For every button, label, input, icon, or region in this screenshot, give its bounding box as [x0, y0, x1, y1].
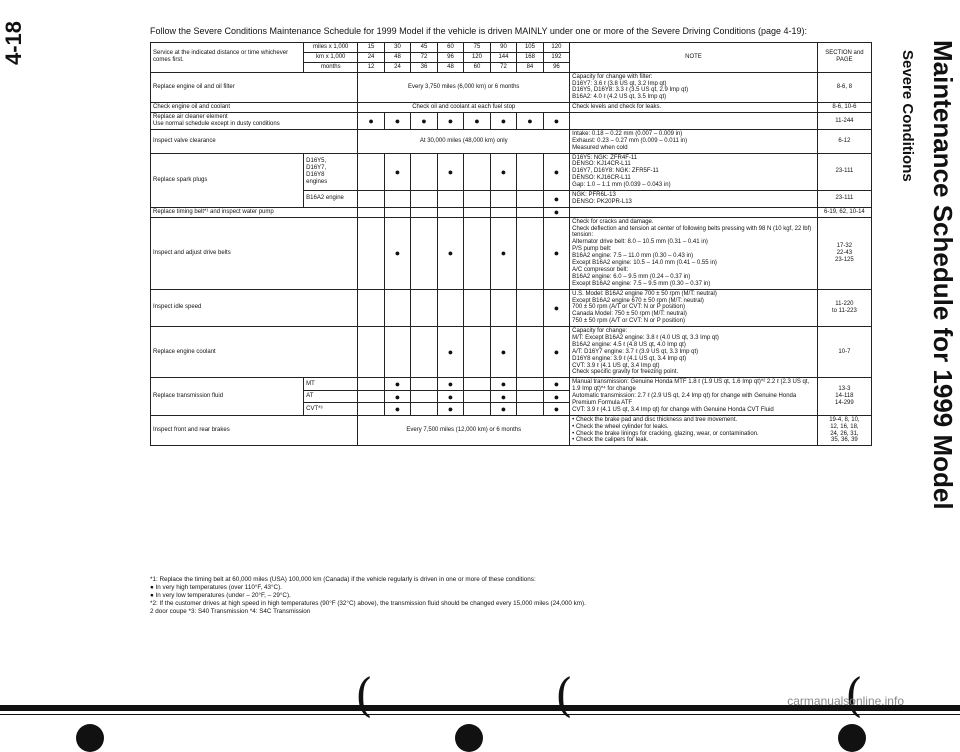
section-cell: 11-244	[817, 113, 871, 130]
miles-cell: 90	[490, 43, 516, 53]
section-cell: 23-111	[817, 153, 871, 190]
interval-mark	[490, 207, 516, 217]
table-row	[151, 378, 872, 390]
note-cell: Check levels and check for leaks.	[570, 103, 818, 113]
interval-mark	[464, 153, 490, 190]
footnotes: *1: Replace the timing belt at 60,000 miles (USA) 100,000 km (Canada) if the vehicle regularly is driven in one or more of these conditions: ● In very high temperatures (over 110°F, 43°C). ● In very low temperatures (under – 20°F, – 29°C). *2: If the customer drives at high speed in high temperatures (90°F (32°C) above), the transmission fluid should be changed every 15,000 miles (24,000 km). 2 door coupe *3: S40 Transmission *4: S4C Transmission	[150, 576, 586, 616]
interval-span-cell: Every 3,750 miles (6,000 km) or 6 months	[358, 72, 570, 103]
service-sub-cell: B16A2 engine	[304, 191, 358, 208]
table-row	[151, 415, 872, 446]
interval-mark: ●	[384, 378, 410, 390]
interval-mark: ●	[384, 113, 410, 130]
section-header: SECTION and PAGE	[817, 43, 871, 73]
service-sub-cell: D16Y5, D16Y7, D16Y8 engines	[304, 153, 358, 190]
interval-mark	[411, 207, 437, 217]
service-cell: Replace air cleaner element Use normal schedule except in dusty conditions	[151, 113, 358, 130]
interval-mark: ●	[490, 153, 516, 190]
section-cell: 10-7	[817, 327, 871, 378]
interval-mark: ●	[437, 217, 463, 289]
note-header: NOTE	[570, 43, 818, 73]
interval-mark: ●	[490, 403, 516, 415]
interval-mark	[358, 217, 384, 289]
interval-mark	[517, 327, 543, 378]
miles-cell: 15	[358, 43, 384, 53]
months-cell: 96	[543, 62, 569, 72]
months-cell: 48	[437, 62, 463, 72]
interval-mark	[358, 207, 384, 217]
km-cell: 144	[490, 52, 516, 62]
page-subtitle: Severe Conditions	[899, 50, 916, 182]
interval-mark	[464, 207, 490, 217]
interval-mark	[517, 191, 543, 208]
km-cell: 120	[464, 52, 490, 62]
months-cell: 24	[384, 62, 410, 72]
km-cell: 96	[437, 52, 463, 62]
page-title: Maintenance Schedule for 1999 Model	[928, 40, 958, 510]
note-cell: • Check the brake pad and disc thickness and tree movement. • Check the wheel cylinder for leaks. • Check the brake linings for cracking, glazing, wear, or contamination. • Check the calipers for leak.	[570, 415, 818, 446]
binding-hole	[455, 724, 483, 752]
miles-label: miles x 1,000	[304, 43, 358, 53]
interval-mark	[358, 390, 384, 402]
interval-mark: ●	[490, 217, 516, 289]
binding-mark: (	[555, 668, 573, 722]
binding-hole	[838, 724, 866, 752]
interval-mark	[411, 191, 437, 208]
interval-mark: ●	[543, 289, 569, 326]
interval-mark: ●	[543, 390, 569, 402]
service-cell: Inspect idle speed	[151, 289, 358, 326]
interval-mark	[411, 217, 437, 289]
table-row	[151, 217, 872, 289]
section-cell: 17-32 22-43 23-125	[817, 217, 871, 289]
note-cell: Check for cracks and damage. Check deflection and tension at center of following belts pressing with 98 N (10 kgf, 22 lbf) tension: Alternator drive belt: 8.0 – 10.5 mm (0.31 – 0.41 in) P/S pump belt: B16A2 engine: 7.5 – 11.0 mm (0.30 – 0.43 in) Except B16A2 engine: 10.5 – 14.0 mm (0.41 – 0.55 in) A/C compressor belt: B16A2 engine: 6.0 – 9.5 mm (0.24 – 0.37 in) Except B16A2 engine: 7.5 – 9.5 mm (0.30 – 0.37 in)	[570, 217, 818, 289]
section-cell: 8-6, 10-6	[817, 103, 871, 113]
section-cell: 13-3 14-118 14-299	[817, 378, 871, 415]
table-row	[151, 207, 872, 217]
service-header: Service at the indicated distance or time whichever comes first.	[151, 43, 304, 73]
km-cell: 192	[543, 52, 569, 62]
km-label: km x 1,000	[304, 52, 358, 62]
service-sub-cell: MT	[304, 378, 358, 390]
interval-mark	[437, 207, 463, 217]
interval-mark	[411, 378, 437, 390]
interval-mark: ●	[464, 113, 490, 130]
service-cell: Inspect front and rear brakes	[151, 415, 358, 446]
maintenance-schedule-table	[150, 42, 872, 446]
section-cell: 19-4, 8, 10, 12, 16, 18, 24, 26, 31, 35, 36, 39	[817, 415, 871, 446]
note-cell: Capacity for change with filter: D16Y7: 3.6 ℓ (3.8 US qt, 3.2 Imp qt) D16Y5, D16Y8: 3.3 ℓ (3.5 US qt, 2.9 Imp qt) B16A2: 4.0 ℓ (4.2 US qt, 3.5 Imp qt)	[570, 72, 818, 103]
interval-span-cell: Every 7,500 miles (12,000 km) or 6 months	[358, 415, 570, 446]
table-row	[151, 327, 872, 378]
interval-mark: ●	[490, 113, 516, 130]
service-cell: Inspect and adjust drive belts	[151, 217, 358, 289]
interval-mark: ●	[490, 390, 516, 402]
service-cell: Check engine oil and coolant	[151, 103, 358, 113]
months-cell: 72	[490, 62, 516, 72]
section-cell: 6-12	[817, 129, 871, 153]
miles-cell: 45	[411, 43, 437, 53]
interval-mark	[358, 289, 384, 326]
interval-mark	[517, 390, 543, 402]
interval-mark	[411, 153, 437, 190]
interval-mark: ●	[543, 113, 569, 130]
interval-mark	[358, 403, 384, 415]
table-row	[151, 113, 872, 130]
interval-mark: ●	[437, 378, 463, 390]
interval-mark	[384, 327, 410, 378]
page-number: 4-18	[1, 20, 26, 66]
note-cell: Manual transmission: Genuine Honda MTF 1.8 ℓ (1.9 US qt, 1.6 Imp qt)*² 2.2 ℓ (2.3 US qt, 1.9 Imp qt)*⁴ for change Automatic transmission: 2.7 ℓ (2.9 US qt, 2.4 Imp qt) for change with Genuine Honda Premium Formula ATF CVT: 3.9 ℓ (4.1 US qt, 3.4 Imp qt) for change with Genuine Honda CVT Fluid	[570, 378, 818, 415]
note-cell: Capacity for change: M/T: Except B16A2 engine: 3.8 ℓ (4.0 US qt, 3.3 Imp qt) B16A2 engine: 4.5 ℓ (4.8 US qt, 4.0 Imp qt) A/T: D16Y7 engine: 3.7 ℓ (3.9 US qt, 3.3 Imp qt) D16Y8 engine: 3.9 ℓ (4.1 US qt, 3.4 Imp qt) CVT: 3.9 ℓ (4.1 US qt, 3.4 Imp qt) Check specific gravity for freezing point.	[570, 327, 818, 378]
km-cell: 168	[517, 52, 543, 62]
section-cell: 11-220 to 11-223	[817, 289, 871, 326]
interval-mark	[464, 191, 490, 208]
interval-mark	[411, 390, 437, 402]
interval-mark	[384, 191, 410, 208]
interval-mark: ●	[543, 378, 569, 390]
note-cell: U.S. Model: B16A2 engine 700 ± 50 rpm (M/T: neutral) Except B16A2 engine 670 ± 50 rpm (M/T: neutral) 700 ± 50 rpm (A/T or CVT: N or P position) Canada Model: 750 ± 50 rpm (M/T: neutral) 750 ± 50 rpm (A/T or CVT: N or P position)	[570, 289, 818, 326]
miles-cell: 30	[384, 43, 410, 53]
interval-mark	[411, 327, 437, 378]
watermark: carmanualsonline.info	[787, 694, 904, 708]
interval-mark	[464, 378, 490, 390]
section-cell: 23-111	[817, 191, 871, 208]
note-cell: Intake: 0.18 – 0.22 mm (0.007 – 0.009 in) Exhaust: 0.23 – 0.27 mm (0.009 – 0.011 in) Measured when cold	[570, 129, 818, 153]
interval-mark: ●	[411, 113, 437, 130]
interval-mark	[517, 403, 543, 415]
service-cell: Replace spark plugs	[151, 153, 304, 207]
miles-cell: 75	[464, 43, 490, 53]
interval-mark	[464, 403, 490, 415]
miles-cell: 60	[437, 43, 463, 53]
bottom-rule-thin	[0, 714, 960, 715]
service-cell: Replace engine coolant	[151, 327, 358, 378]
interval-mark	[464, 217, 490, 289]
months-cell: 60	[464, 62, 490, 72]
miles-cell: 105	[517, 43, 543, 53]
section-cell: 8-6, 8	[817, 72, 871, 103]
interval-mark: ●	[490, 327, 516, 378]
service-cell: Replace timing belt*¹ and inspect water pump	[151, 207, 358, 217]
interval-mark	[517, 217, 543, 289]
interval-mark: ●	[543, 403, 569, 415]
interval-span-cell: At 30,000 miles (48,000 km) only	[358, 129, 570, 153]
interval-mark: ●	[437, 153, 463, 190]
interval-mark	[464, 289, 490, 326]
interval-mark	[411, 403, 437, 415]
service-cell: Inspect valve clearance	[151, 129, 358, 153]
table-row	[151, 103, 872, 113]
interval-mark: ●	[543, 153, 569, 190]
interval-mark	[517, 378, 543, 390]
interval-mark	[384, 207, 410, 217]
table-row	[151, 289, 872, 326]
interval-mark	[358, 153, 384, 190]
section-cell: 6-19, 62, 10-14	[817, 207, 871, 217]
note-cell	[570, 113, 818, 130]
interval-mark: ●	[384, 390, 410, 402]
table-row	[151, 72, 872, 103]
note-cell: NGK: PFR6L-13 DENSO: PK20PR-L13	[570, 191, 818, 208]
interval-mark: ●	[384, 403, 410, 415]
months-cell: 36	[411, 62, 437, 72]
interval-mark	[384, 289, 410, 326]
interval-mark: ●	[384, 153, 410, 190]
interval-mark: ●	[543, 327, 569, 378]
km-cell: 72	[411, 52, 437, 62]
interval-mark: ●	[543, 191, 569, 208]
service-cell: Replace transmission fluid	[151, 378, 304, 415]
interval-span-cell: Check oil and coolant at each fuel stop	[358, 103, 570, 113]
interval-mark: ●	[517, 113, 543, 130]
interval-mark	[437, 191, 463, 208]
interval-mark	[464, 327, 490, 378]
km-cell: 24	[358, 52, 384, 62]
intro-text: Follow the Severe Conditions Maintenance Schedule for 1999 Model if the vehicle is driven MAINLY under one or more of the Severe Driving Conditions (page 4-19):	[150, 26, 808, 36]
interval-mark: ●	[437, 327, 463, 378]
table-row	[151, 153, 872, 190]
interval-mark	[490, 289, 516, 326]
miles-cell: 120	[543, 43, 569, 53]
note-cell	[570, 207, 818, 217]
service-sub-cell: AT	[304, 390, 358, 402]
interval-mark	[437, 289, 463, 326]
interval-mark	[411, 289, 437, 326]
service-cell: Replace engine oil and oil filter	[151, 72, 358, 103]
months-label: months	[304, 62, 358, 72]
km-cell: 48	[384, 52, 410, 62]
binding-mark: (	[845, 668, 863, 722]
interval-mark: ●	[543, 217, 569, 289]
binding-mark: (	[355, 668, 373, 722]
months-cell: 84	[517, 62, 543, 72]
interval-mark: ●	[384, 217, 410, 289]
interval-mark	[358, 191, 384, 208]
interval-mark	[358, 378, 384, 390]
interval-mark: ●	[437, 390, 463, 402]
interval-mark: ●	[358, 113, 384, 130]
note-cell: D16Y5: NGK: ZFR4F-11 DENSO: KJ14CR-L11 D16Y7, D16Y8: NGK: ZFR5F-11 DENSO: KJ16CR-L11 Gap: 1.0 – 1.1 mm (0.039 – 0.043 in)	[570, 153, 818, 190]
interval-mark: ●	[543, 207, 569, 217]
months-cell: 12	[358, 62, 384, 72]
interval-mark	[517, 289, 543, 326]
interval-mark: ●	[490, 378, 516, 390]
interval-mark	[464, 390, 490, 402]
interval-mark: ●	[437, 403, 463, 415]
service-sub-cell: CVT*³	[304, 403, 358, 415]
binding-hole	[76, 724, 104, 752]
interval-mark: ●	[437, 113, 463, 130]
table-row	[151, 129, 872, 153]
interval-mark	[490, 191, 516, 208]
interval-mark	[358, 327, 384, 378]
interval-mark	[517, 207, 543, 217]
interval-mark	[517, 153, 543, 190]
